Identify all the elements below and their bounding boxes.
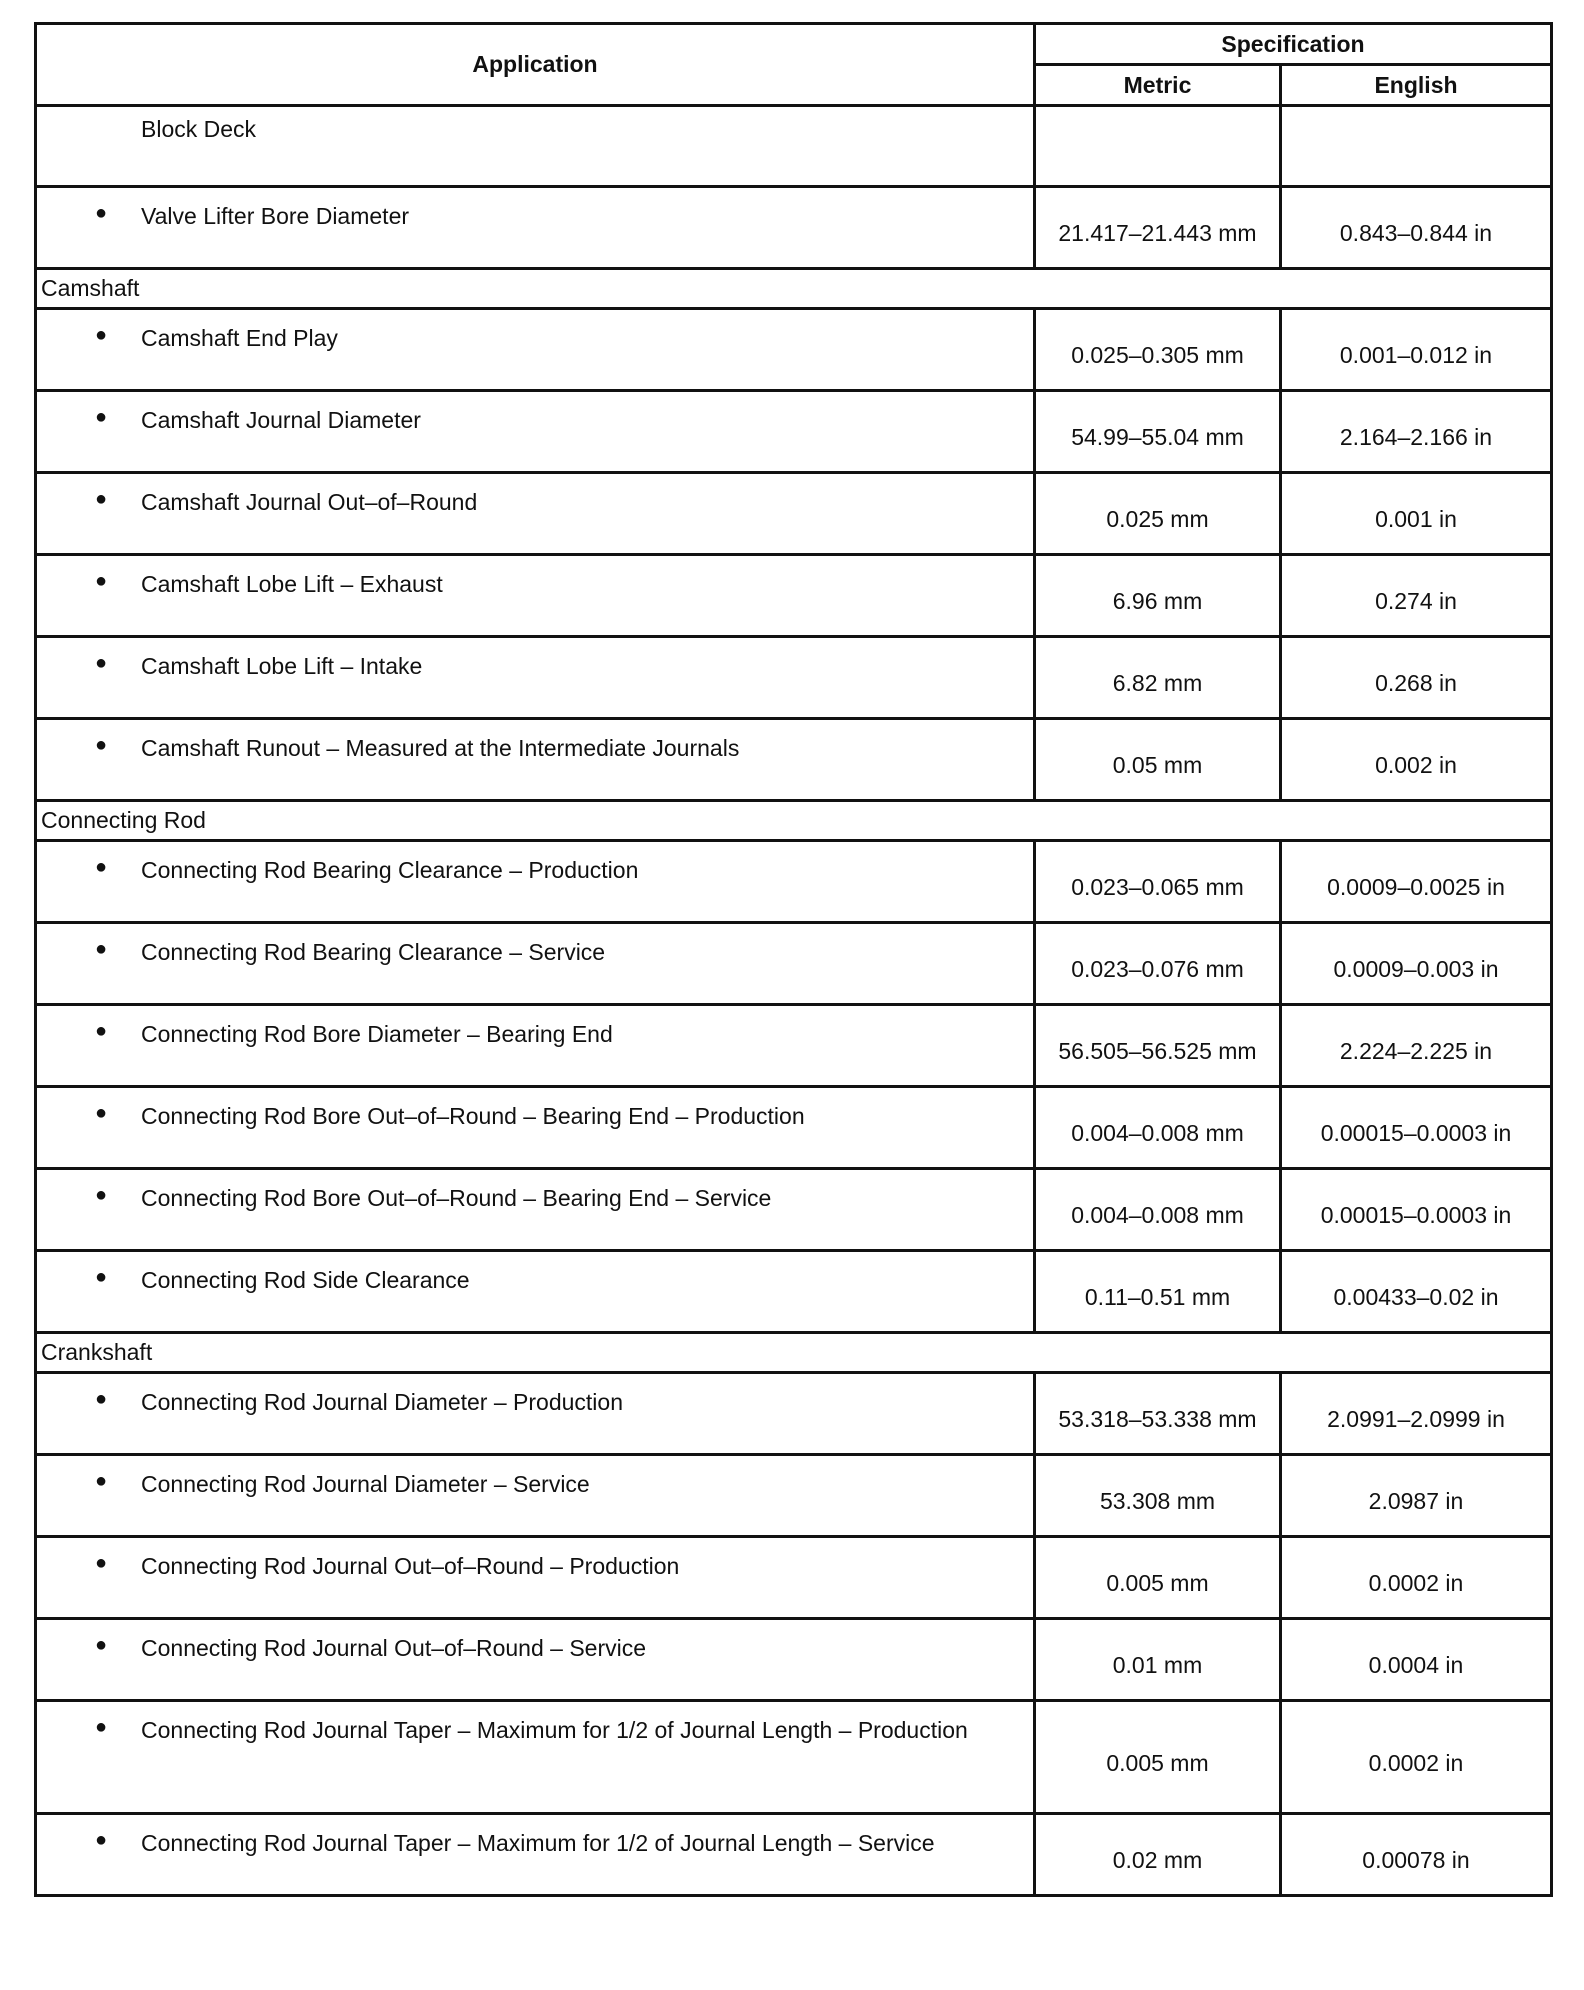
table-row [36, 1169, 1552, 1251]
english-value: 0.268 in [1375, 670, 1457, 696]
row-name: Connecting Rod Journal Diameter – Service [141, 1471, 590, 1497]
english-value: 0.002 in [1375, 752, 1457, 778]
bullet-icon: ● [95, 1716, 108, 1738]
bullet-icon: ● [95, 1266, 108, 1288]
table-row [36, 1005, 1552, 1087]
row-name: Connecting Rod Journal Taper – Maximum for 1/2 of Journal Length – Service [141, 1830, 935, 1856]
row-name: Camshaft End Play [141, 325, 338, 351]
row-name: Connecting Rod Side Clearance [141, 1267, 470, 1293]
row-name: Camshaft Runout – Measured at the Intermediate Journals [141, 735, 740, 761]
bullet-icon: ● [95, 652, 108, 674]
english-value: 0.843–0.844 in [1339, 220, 1493, 246]
metric-value: 6.82 mm [1112, 670, 1203, 696]
english-value: 0.0009–0.003 in [1333, 956, 1499, 982]
table-row [36, 391, 1552, 473]
table-row [36, 719, 1552, 801]
row-name: Camshaft Lobe Lift – Exhaust [141, 571, 443, 597]
table-row [36, 1619, 1552, 1701]
section-connecting-rod [36, 801, 1552, 841]
bullet-icon: ● [95, 1552, 108, 1574]
bullet-icon: ● [95, 1184, 108, 1206]
block-deck-row [36, 106, 1552, 187]
row-name: Connecting Rod Bore Out–of–Round – Bearing End – Production [141, 1103, 805, 1129]
table-row [36, 1251, 1552, 1333]
section-camshaft [36, 269, 1552, 309]
metric-value: 0.02 mm [1112, 1847, 1203, 1873]
row-name: Connecting Rod Journal Taper – Maximum for 1/2 of Journal Length – Production [141, 1717, 968, 1743]
header-application: Application [36, 24, 1035, 106]
table-row [36, 1701, 1552, 1814]
bullet-icon: ● [95, 406, 108, 428]
section-crankshaft [36, 1333, 1552, 1373]
section-title: Camshaft [36, 269, 1552, 309]
english-value: 2.0987 in [1368, 1488, 1464, 1514]
table-row [36, 1455, 1552, 1537]
table-row [36, 309, 1552, 391]
table-row [36, 1373, 1552, 1455]
table-row [36, 187, 1552, 269]
table-row [36, 841, 1552, 923]
header-specification: Specification [1035, 24, 1552, 65]
row-name: Connecting Rod Bearing Clearance – Service [141, 939, 606, 965]
row-name: Camshaft Journal Out–of–Round [141, 489, 478, 515]
row-name: Connecting Rod Journal Diameter – Production [141, 1389, 623, 1415]
metric-value: 0.005 mm [1106, 1749, 1209, 1776]
metric-value: 0.025 mm [1106, 506, 1209, 532]
bullet-icon: ● [95, 1634, 108, 1656]
metric-value: 0.023–0.065 mm [1071, 874, 1244, 900]
header-metric: Metric [1035, 65, 1281, 106]
table-row [36, 473, 1552, 555]
row-name: Valve Lifter Bore Diameter [141, 203, 410, 229]
row-name: Connecting Rod Bore Out–of–Round – Bearing End – Service [141, 1185, 772, 1211]
metric-value: 0.004–0.008 mm [1071, 1120, 1244, 1146]
english-value: 0.274 in [1375, 588, 1457, 614]
header-english: English [1281, 65, 1552, 106]
section-title: Connecting Rod [36, 801, 1552, 841]
english-value: 0.00433–0.02 in [1333, 1284, 1499, 1310]
metric-value: 0.11–0.51 mm [1084, 1284, 1231, 1310]
metric-value: 53.308 mm [1099, 1488, 1216, 1514]
row-name: Connecting Rod Bore Diameter – Bearing End [141, 1021, 613, 1047]
metric-value: 0.023–0.076 mm [1071, 956, 1244, 982]
metric-value: 54.99–55.04 mm [1071, 424, 1244, 450]
english-value: 2.224–2.225 in [1339, 1038, 1493, 1064]
bullet-icon: ● [95, 1388, 108, 1410]
bullet-icon: ● [95, 1020, 108, 1042]
metric-value: 53.318–53.338 mm [1058, 1406, 1257, 1432]
bullet-icon: ● [95, 938, 108, 960]
metric-value: 0.05 mm [1112, 752, 1203, 778]
table-row [36, 637, 1552, 719]
row-name: Connecting Rod Journal Out–of–Round – Service [141, 1635, 647, 1661]
section-title: Crankshaft [36, 1333, 1552, 1373]
metric-value: 21.417–21.443 mm [1058, 220, 1257, 246]
metric-value: 0.005 mm [1106, 1570, 1209, 1596]
english-value: 0.001 in [1375, 506, 1457, 532]
english-value: 0.0004 in [1368, 1652, 1464, 1678]
bullet-icon: ● [95, 1102, 108, 1124]
empty-cell [1035, 106, 1281, 187]
english-value: 2.164–2.166 in [1339, 424, 1493, 450]
english-value: 0.00078 in [1362, 1847, 1470, 1873]
table-row [36, 1814, 1552, 1896]
table-row [36, 1537, 1552, 1619]
block-deck-label-cell [36, 106, 1035, 187]
metric-value: 0.025–0.305 mm [1071, 342, 1244, 368]
metric-value: 6.96 mm [1112, 588, 1203, 614]
row-name: Camshaft Lobe Lift – Intake [141, 653, 423, 679]
bullet-icon: ● [95, 202, 108, 224]
table-row [36, 1087, 1552, 1169]
bullet-icon: ● [95, 1470, 108, 1492]
metric-value: 56.505–56.525 mm [1058, 1038, 1257, 1064]
english-value: 0.00015–0.0003 in [1320, 1202, 1512, 1228]
english-value: 0.0009–0.0025 in [1327, 874, 1505, 900]
row-name: Connecting Rod Journal Out–of–Round – Production [141, 1553, 680, 1579]
english-value: 2.0991–2.0999 in [1327, 1406, 1505, 1432]
english-value: 0.001–0.012 in [1339, 342, 1493, 368]
bullet-icon: ● [95, 488, 108, 510]
english-value: 0.00015–0.0003 in [1320, 1120, 1512, 1146]
bullet-icon: ● [95, 734, 108, 756]
row-name: Connecting Rod Bearing Clearance – Production [141, 857, 639, 883]
block-deck-label: Block Deck [141, 116, 257, 142]
english-value: 0.0002 in [1368, 1749, 1464, 1776]
bullet-icon: ● [95, 324, 108, 346]
empty-cell [1281, 106, 1552, 187]
row-name: Camshaft Journal Diameter [141, 407, 421, 433]
bullet-icon: ● [95, 570, 108, 592]
specification-table [34, 22, 1553, 1897]
bullet-icon: ● [95, 856, 108, 878]
table-row [36, 923, 1552, 1005]
table-row [36, 555, 1552, 637]
metric-value: 0.01 mm [1112, 1652, 1203, 1678]
english-value: 0.0002 in [1368, 1570, 1464, 1596]
metric-value: 0.004–0.008 mm [1071, 1202, 1244, 1228]
bullet-icon: ● [95, 1829, 108, 1851]
